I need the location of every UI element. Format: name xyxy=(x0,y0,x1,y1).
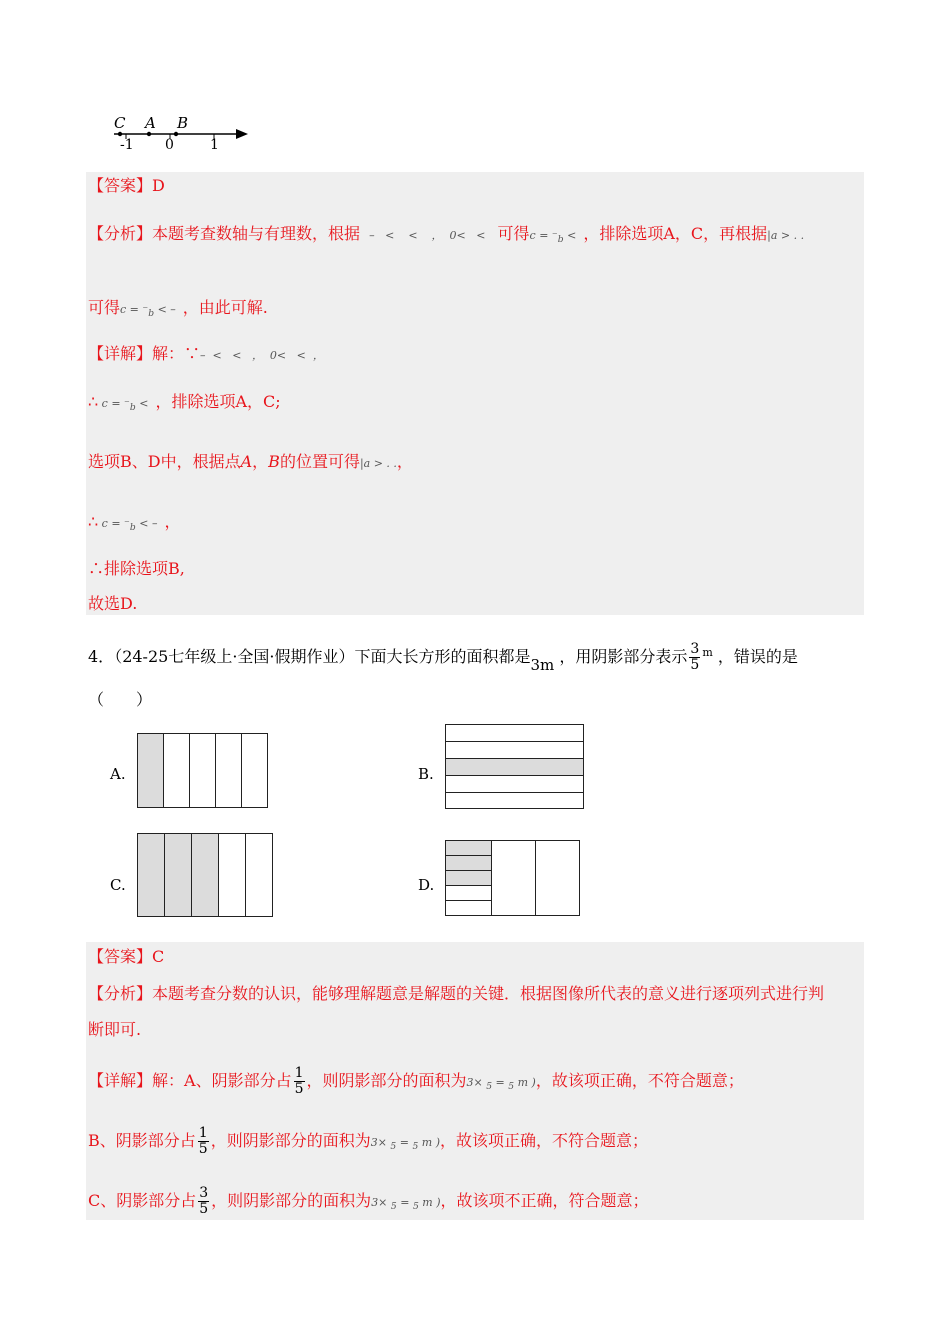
point-label-b: B xyxy=(177,114,189,132)
detail-text: 解：A、阴影部分占 xyxy=(152,1071,292,1090)
analysis-text: ，由此可解. xyxy=(182,298,268,317)
analysis-text: 本题考查分数的认识，能够理解题意是解题的关键．根据图像所代表的意义进行逐项列式进行判 xyxy=(152,984,825,1003)
stem-text: ，错误的是 xyxy=(717,647,798,666)
detail-text: B、阴影部分占 xyxy=(88,1131,196,1150)
analysis-text: 本题考查数轴与有理数，根据 xyxy=(152,224,361,243)
option-a-figure[interactable] xyxy=(137,733,268,808)
detail-text: ，故该项不正确，符合题意； xyxy=(440,1191,649,1210)
detail-text: ，则阴影部分的面积为 xyxy=(210,1131,371,1150)
option-b-label[interactable]: B. xyxy=(418,765,434,783)
detail-text: ，故该项正确，不符合题意； xyxy=(535,1071,744,1090)
answer-value: D xyxy=(152,176,165,195)
q4-stem xyxy=(88,642,798,673)
separator: ， xyxy=(396,452,413,471)
abs-expression: |a > . . xyxy=(767,229,805,242)
detail-text: ，则阴影部分的面积为 xyxy=(211,1191,372,1210)
analysis-text: 可得 xyxy=(497,224,530,243)
q4-analysis-line xyxy=(88,984,824,1004)
answer-value: C xyxy=(152,947,165,966)
detail-text: C、阴影部分占 xyxy=(88,1191,197,1210)
analysis-label: 【分析】 xyxy=(88,984,153,1003)
point-label-a: A xyxy=(145,114,156,132)
fraction-one-fifth: $\frac{1}{5}$ xyxy=(198,1125,208,1157)
answer-label: 【答案】 xyxy=(88,947,153,966)
separator: ， xyxy=(252,452,269,471)
tick-label-one: 1 xyxy=(210,137,219,153)
fraction-three-fifths: $\frac{3}{5}$ xyxy=(199,1185,209,1217)
analysis-text: ，排除选项A，C，再根据 xyxy=(583,224,768,243)
point-a-ref: A xyxy=(240,452,253,471)
abs-expression: |a > . . xyxy=(359,457,397,470)
math-expression: $c = ^-_b$ < – xyxy=(98,517,165,534)
q3-bd-line xyxy=(88,452,413,474)
q3-derive-line xyxy=(88,512,180,538)
q4-answer-line xyxy=(88,947,164,967)
detail-text: ，则阴影部分的面积为 xyxy=(306,1071,467,1090)
math-expression: $c = ^-_b$ < xyxy=(98,397,156,414)
unit: m xyxy=(702,646,713,659)
area-value: 3m xyxy=(530,656,555,674)
inequality-expression: – < < ， 0< < xyxy=(369,229,493,242)
point-b-ref: B xyxy=(268,452,280,471)
detail-text: ，故该项正确，不符合题意； xyxy=(440,1131,649,1150)
answer-paren: （ ） xyxy=(88,690,153,709)
math-expression: $c = ^-_b$ < – xyxy=(120,303,183,320)
separator: ， xyxy=(164,512,181,531)
q4-analysis-line-2: 断即可. xyxy=(88,1020,142,1039)
point-label-c: C xyxy=(114,114,126,132)
q4-detail-a-line xyxy=(88,1066,744,1097)
math-expression: 3× $_5$ = $_5$ m ) xyxy=(370,1136,441,1153)
inequality-expression: – < < ， 0< < ， xyxy=(200,349,324,362)
option-b-figure[interactable] xyxy=(445,724,584,809)
q4-detail-c-line xyxy=(88,1186,649,1217)
q3-final-line: 故选D. xyxy=(88,594,138,613)
detail-label: 【详解】 xyxy=(88,1071,153,1090)
tick-label-minus-one: -1 xyxy=(120,137,134,153)
q3-exclude-b-line: ∴排除选项B, xyxy=(88,559,185,578)
math-expression: 3× $_5$ = $_5$ m ) xyxy=(466,1076,536,1093)
q3-detail-line xyxy=(88,344,324,366)
q3-answer-line xyxy=(88,176,165,196)
question-number: 4． xyxy=(88,647,115,666)
therefore-symbol: ∴ xyxy=(88,392,99,411)
q3-exclude-ac-line xyxy=(88,392,281,418)
math-expression: 3× $_5$ = $_5$ m ) xyxy=(371,1196,441,1213)
detail-text: 选项B、D中，根据点 xyxy=(88,452,241,471)
detail-text: 的位置可得 xyxy=(279,452,360,471)
detail-text: ，排除选项A，C; xyxy=(155,392,281,411)
question-source: （24-25七年级上·全国·假期作业） xyxy=(114,647,355,666)
q3-analysis-line xyxy=(88,224,804,250)
fraction-one-fifth: $\frac{1}{5}$ xyxy=(294,1065,304,1097)
stem-text: 下面大长方形的面积都是 xyxy=(354,647,531,666)
q3-analysis-line-2 xyxy=(88,298,268,324)
option-c-figure[interactable] xyxy=(137,833,273,917)
option-d-label[interactable]: D. xyxy=(418,876,435,894)
analysis-text: 可得 xyxy=(88,298,121,317)
answer-label: 【答案】 xyxy=(88,176,153,195)
therefore-symbol: ∴ xyxy=(88,512,99,531)
analysis-label: 【分析】 xyxy=(88,224,153,243)
detail-label: 【详解】 xyxy=(88,344,153,363)
detail-text: 解：∵ xyxy=(152,344,201,363)
stem-text: ，用阴影部分表示 xyxy=(559,647,688,666)
q4-detail-b-line xyxy=(88,1126,648,1157)
fraction-three-fifths: $\frac{3}{5}$ xyxy=(690,641,700,673)
option-a-label[interactable]: A. xyxy=(110,765,126,783)
math-expression: $c = ^-_b$ < xyxy=(529,229,584,246)
option-c-label[interactable]: C. xyxy=(110,876,126,894)
option-d-figure[interactable] xyxy=(445,840,580,916)
tick-label-zero: 0 xyxy=(165,137,174,153)
